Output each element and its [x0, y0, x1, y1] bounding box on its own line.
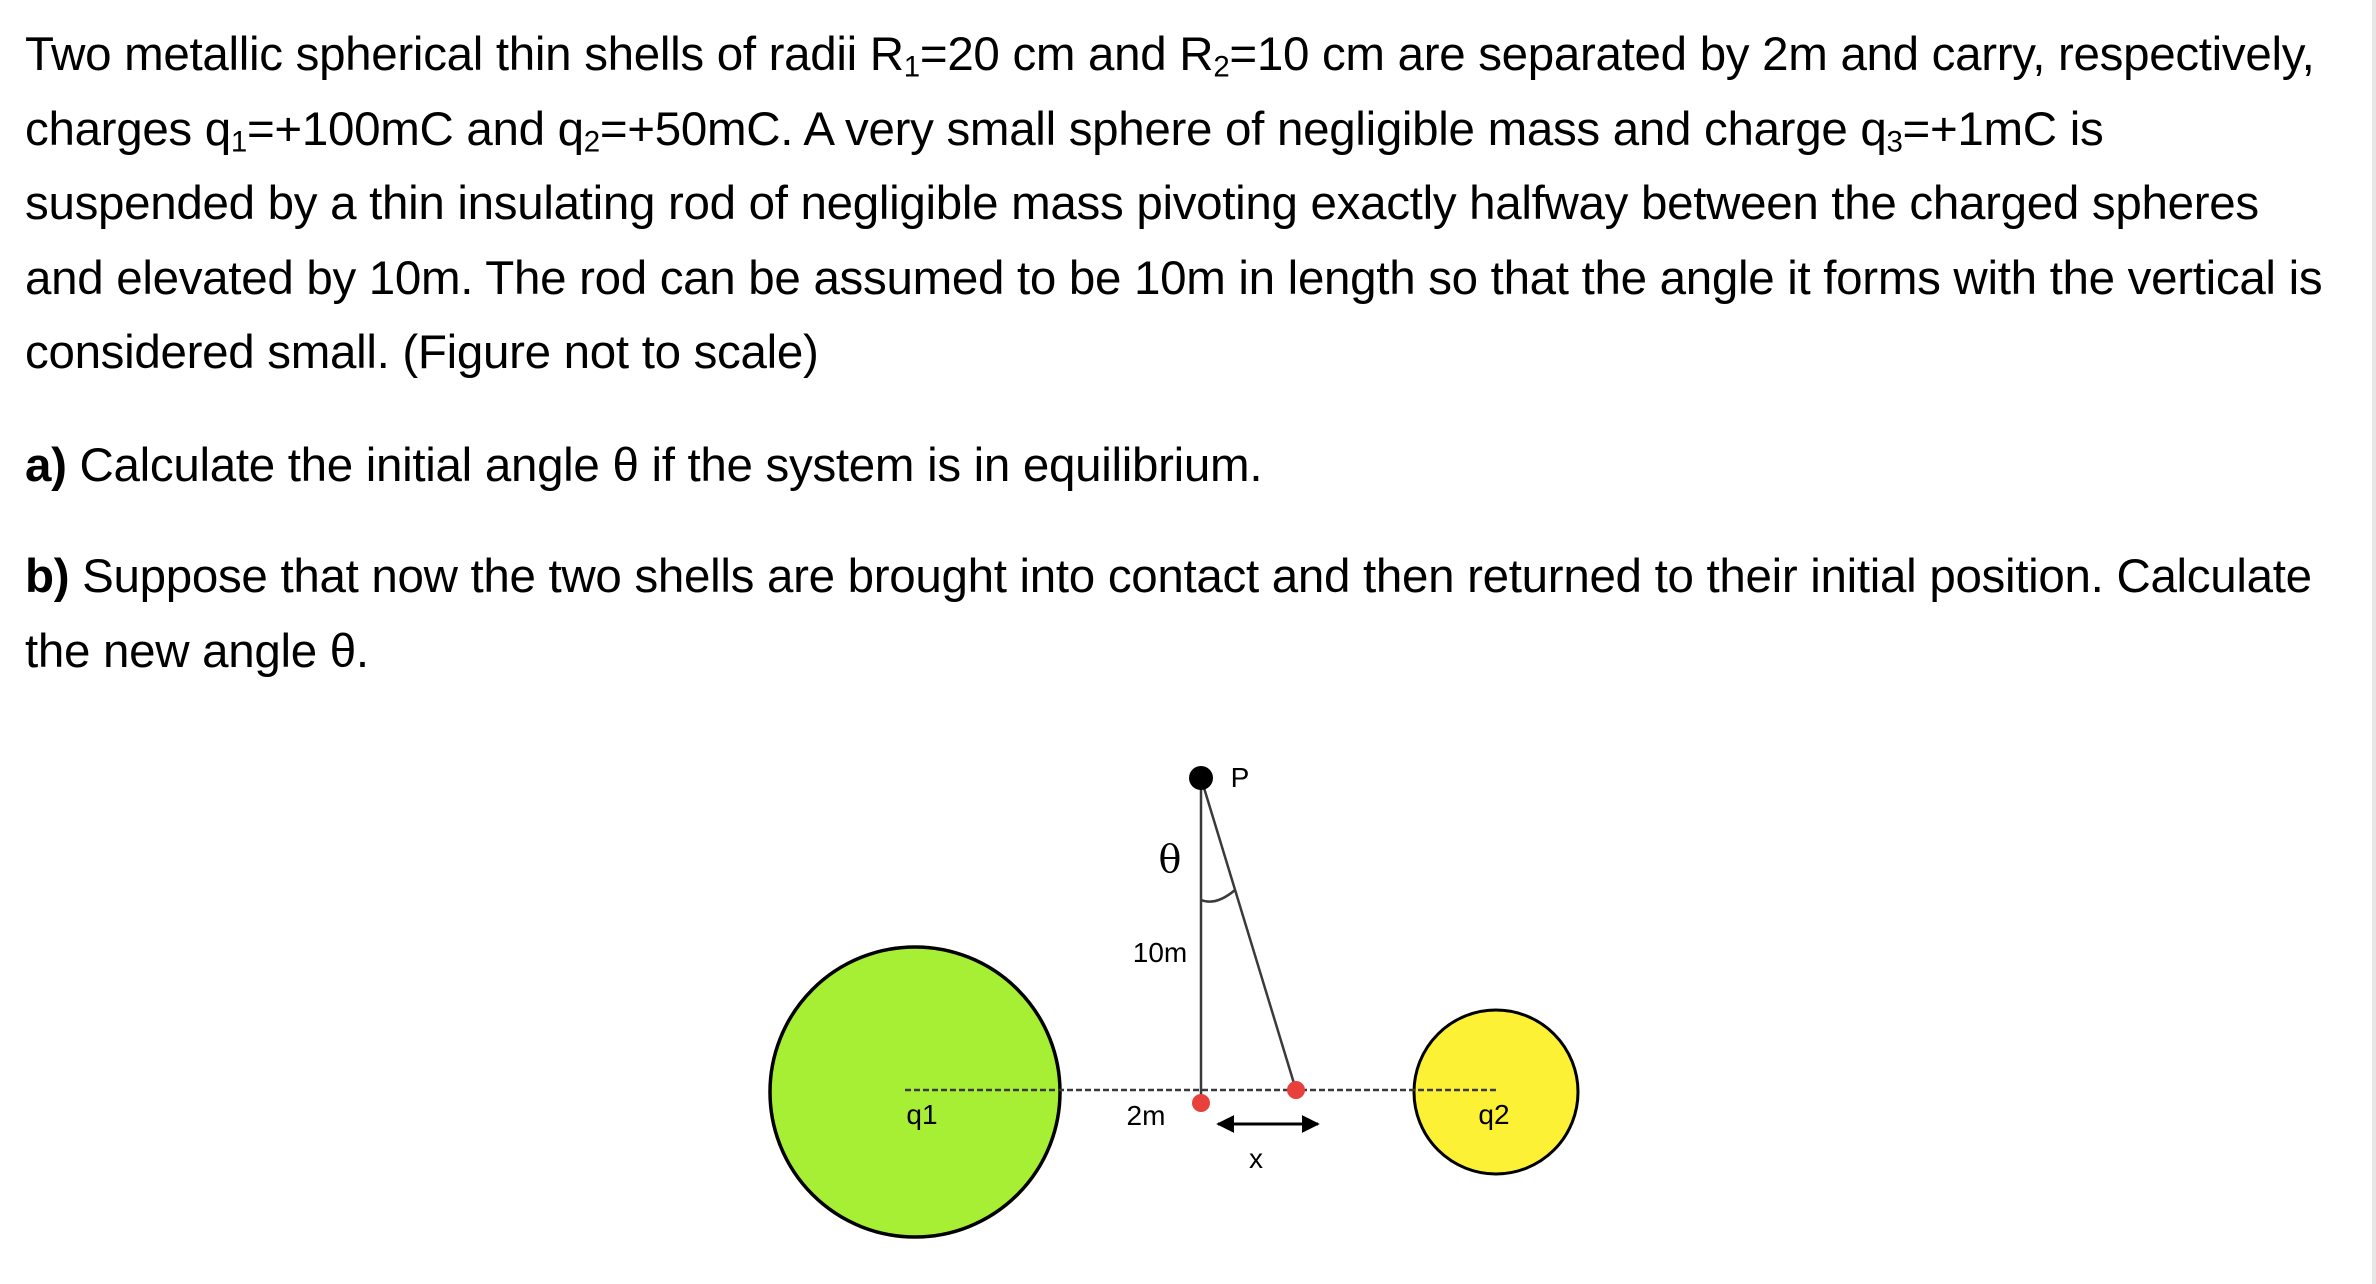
part-b-label: b): [25, 550, 70, 603]
label-q1: q1: [906, 1099, 938, 1130]
label-angle: θ: [1158, 837, 1182, 881]
label-pivot: P: [1230, 762, 1250, 793]
label-q2: q2: [1478, 1099, 1510, 1130]
charge-equilibrium-point: [1192, 1094, 1210, 1112]
sphere-q2: [1414, 1010, 1578, 1174]
sphere-q1: [770, 947, 1060, 1237]
rod: [1201, 778, 1296, 1090]
charge-displaced-point: [1287, 1081, 1305, 1099]
problem-statement: Two metallic spherical thin shells of radii $R_1=20$ cm and $R_2=10$ cm are separated by 2m and carry, respectively, charges $q_1=+100mC$ and $q_2=+50mC$. A very small sphere of negligible mass and charge $q_3=+1mC$ is suspended by a thin insulating rod of negligible mass pivoting exactly halfway between the charged spheres and elevated by 10m. The rod can be assumed to be 10m in length so that the angle it forms with the vertical is considered small. (Figure not to scale): [25, 28, 2323, 379]
label-height: 10m: [1132, 937, 1188, 968]
pivot-point: [1189, 766, 1213, 790]
part-a-text: Calculate the initial angle θ if the system is in equilibrium.: [66, 438, 1263, 492]
angle-arc: [1201, 890, 1235, 902]
label-displacement: x: [1249, 1143, 1263, 1174]
part-a-label: a): [25, 438, 67, 492]
label-separation: 2m: [1126, 1100, 1166, 1131]
page-edge-divider: [2372, 0, 2376, 1284]
part-b-text: Suppose that now the two shells are brought into contact and then returned to their initial position. Calculate the new angle θ.: [25, 550, 2312, 678]
